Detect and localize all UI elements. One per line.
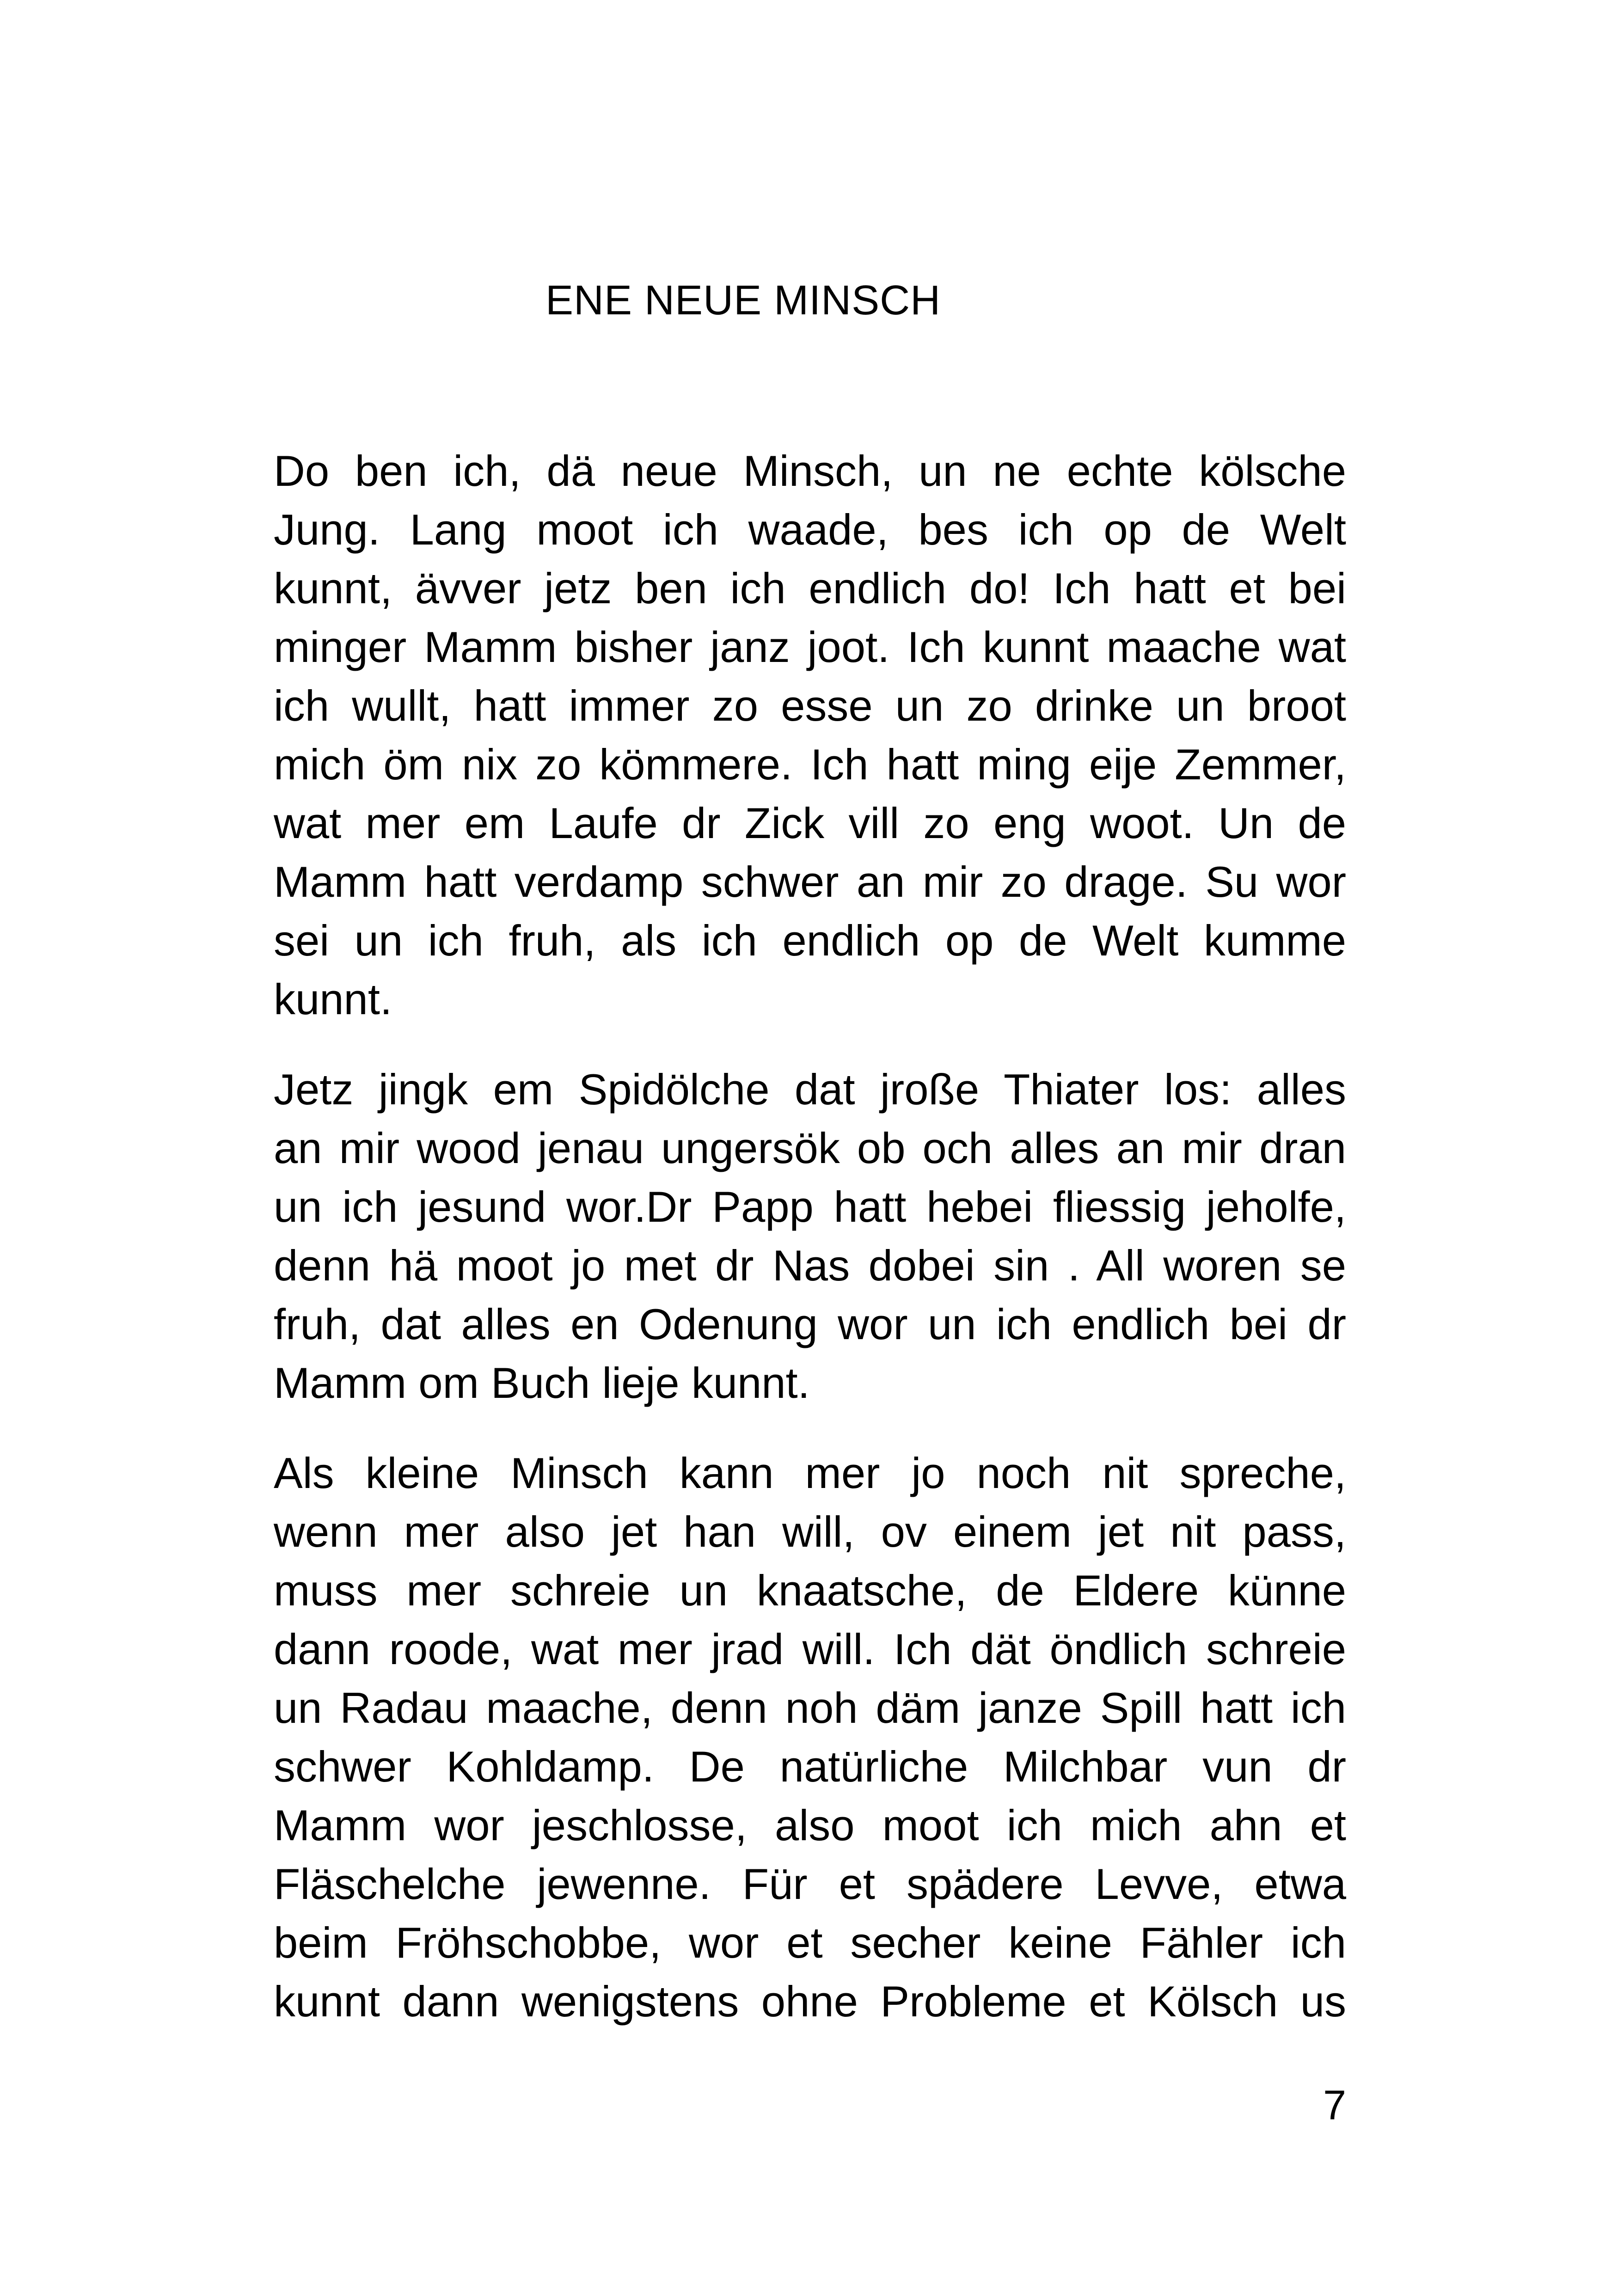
text-line: dann roode, wat mer jrad will. Ich dät öndlich schreie <box>274 1625 1346 1673</box>
text-line: Mamm wor jeschlosse, also moot ich mich ahn et <box>274 1801 1346 1849</box>
text-line: Mamm hatt verdamp schwer an mir zo drage. Su wor <box>274 857 1346 906</box>
text-line: mich öm nix zo kömmere. Ich hatt ming eije Zemmer, <box>274 740 1346 789</box>
text-line: muss mer schreie un knaatsche, de Eldere künne <box>274 1566 1346 1615</box>
text-line: beim Fröhschobbe, wor et secher keine Fähler ich <box>274 1918 1346 1967</box>
text-line: wat mer em Laufe dr Zick vill zo eng woot. Un de <box>274 799 1346 847</box>
text-line: Jung. Lang moot ich waade, bes ich op de Welt <box>274 505 1346 554</box>
page-number: 7 <box>1323 2082 1346 2129</box>
chapter-title: ENE NEUE MINSCH <box>545 277 941 324</box>
text-line: un Radau maache, denn noh däm janze Spill hatt ich <box>274 1684 1346 1732</box>
text-line: kunnt. <box>274 975 392 1023</box>
text-line: Do ben ich, dä neue Minsch, un ne echte kölsche <box>274 447 1346 495</box>
text-line: kunnt, ävver jetz ben ich endlich do! Ich hatt et bei <box>274 564 1346 612</box>
text-line: minger Mamm bisher janz joot. Ich kunnt maache wat <box>274 623 1346 671</box>
text-line: Mamm om Buch lieje kunnt. <box>274 1359 810 1407</box>
paragraph-3 <box>274 1444 1346 2031</box>
text-line: sei un ich fruh, als ich endlich op de Welt kumme <box>274 916 1346 965</box>
text-line: fruh, dat alles en Odenung wor un ich endlich bei dr <box>274 1300 1346 1348</box>
text-line: Fläschelche jewenne. Für et spädere Levve, etwa <box>274 1860 1346 1908</box>
text-line: wenn mer also jet han will, ov einem jet nit pass, <box>274 1507 1346 1556</box>
text-line: un ich jesund wor.Dr Papp hatt hebei fliessig jeholfe, <box>274 1182 1346 1231</box>
text-line: ich wullt, hatt immer zo esse un zo drinke un broot <box>274 681 1346 730</box>
text-line: an mir wood jenau ungersök ob och alles an mir dran <box>274 1124 1346 1172</box>
paragraph-2 <box>274 1060 1346 1412</box>
text-line: kunnt dann wenigstens ohne Probleme et Kölsch us <box>274 1977 1346 2026</box>
text-line: Als kleine Minsch kann mer jo noch nit spreche, <box>274 1449 1346 1497</box>
body-text <box>274 441 1346 2062</box>
text-line: schwer Kohldamp. De natürliche Milchbar vun dr <box>274 1742 1346 1791</box>
text-line: denn hä moot jo met dr Nas dobei sin . All woren se <box>274 1241 1346 1290</box>
text-line: Jetz jingk em Spidölche dat jroße Thiater los: alles <box>274 1065 1346 1114</box>
paragraph-1 <box>274 441 1346 1029</box>
